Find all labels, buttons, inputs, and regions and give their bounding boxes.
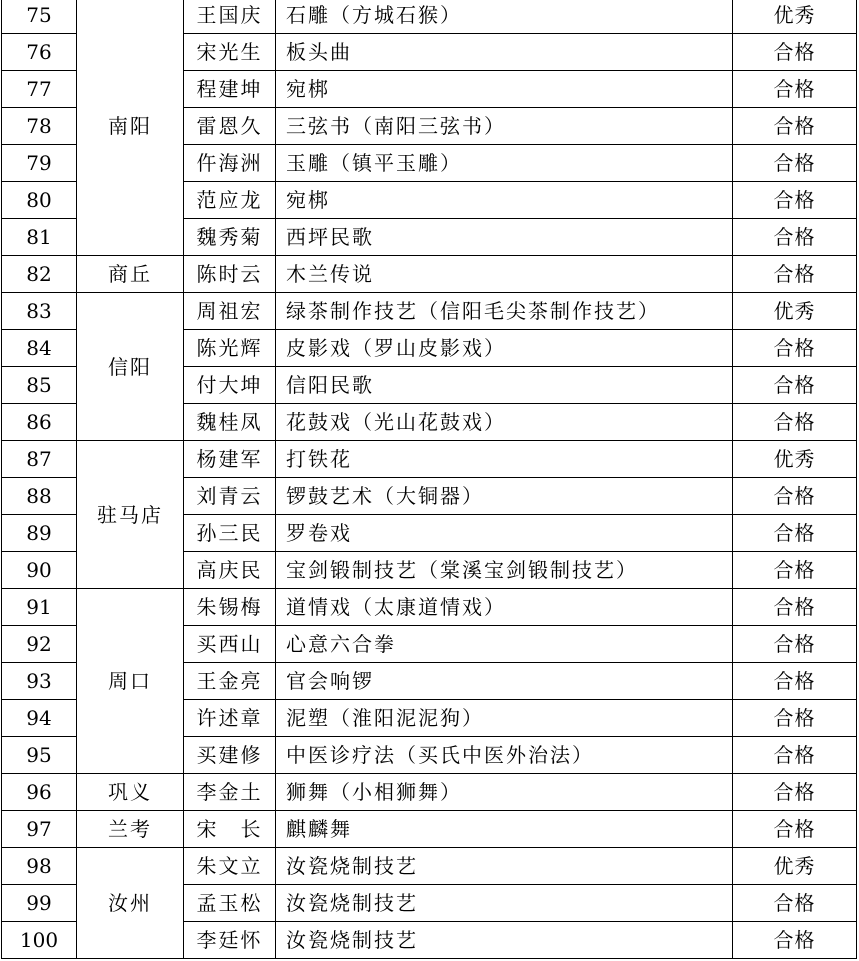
- city-cell: 信阳: [77, 293, 184, 441]
- project-name: 官会响锣: [276, 663, 733, 700]
- inheritor-name: 买西山: [184, 626, 276, 663]
- table-row: [2, 0, 857, 34]
- row-number: 98: [2, 848, 77, 885]
- inheritor-name: 孙三民: [184, 515, 276, 552]
- project-name: 玉雕（镇平玉雕）: [276, 145, 733, 182]
- evaluation-grade: 合格: [733, 182, 857, 219]
- table-row: [2, 774, 857, 811]
- table-row: [2, 848, 857, 885]
- project-name: 汝瓷烧制技艺: [276, 922, 733, 959]
- inheritor-table: [1, 0, 857, 959]
- evaluation-grade: 优秀: [733, 441, 857, 478]
- table-row: [2, 441, 857, 478]
- inheritor-name: 周祖宏: [184, 293, 276, 330]
- project-name: 信阳民歌: [276, 367, 733, 404]
- row-number: 76: [2, 34, 77, 71]
- table-row: [2, 293, 857, 330]
- project-name: 宛梆: [276, 182, 733, 219]
- project-name: 罗卷戏: [276, 515, 733, 552]
- project-name: 麒麟舞: [276, 811, 733, 848]
- project-name: 汝瓷烧制技艺: [276, 885, 733, 922]
- inheritor-name: 付大坤: [184, 367, 276, 404]
- row-number: 85: [2, 367, 77, 404]
- project-name: 皮影戏（罗山皮影戏）: [276, 330, 733, 367]
- project-name: 板头曲: [276, 34, 733, 71]
- inheritor-name: 王国庆: [184, 0, 276, 34]
- inheritor-name: 雷恩久: [184, 108, 276, 145]
- inheritor-name: 王金亮: [184, 663, 276, 700]
- city-cell: 驻马店: [77, 441, 184, 589]
- project-name: 汝瓷烧制技艺: [276, 848, 733, 885]
- inheritor-name: 李金土: [184, 774, 276, 811]
- evaluation-grade: 优秀: [733, 0, 857, 34]
- row-number: 88: [2, 478, 77, 515]
- inheritor-name: 高庆民: [184, 552, 276, 589]
- row-number: 99: [2, 885, 77, 922]
- row-number: 84: [2, 330, 77, 367]
- inheritor-name: 陈光辉: [184, 330, 276, 367]
- table-row: [2, 589, 857, 626]
- project-name: 木兰传说: [276, 256, 733, 293]
- evaluation-grade: 合格: [733, 515, 857, 552]
- project-name: 石雕（方城石猴）: [276, 0, 733, 34]
- evaluation-grade: 合格: [733, 700, 857, 737]
- project-name: 打铁花: [276, 441, 733, 478]
- row-number: 93: [2, 663, 77, 700]
- inheritor-name: 刘青云: [184, 478, 276, 515]
- project-name: 宝剑锻制技艺（棠溪宝剑锻制技艺）: [276, 552, 733, 589]
- project-name: 西坪民歌: [276, 219, 733, 256]
- project-name: 中医诊疗法（买氏中医外治法）: [276, 737, 733, 774]
- evaluation-grade: 合格: [733, 885, 857, 922]
- row-number: 95: [2, 737, 77, 774]
- row-number: 83: [2, 293, 77, 330]
- row-number: 81: [2, 219, 77, 256]
- row-number: 100: [2, 922, 77, 959]
- row-number: 75: [2, 0, 77, 34]
- evaluation-grade: 合格: [733, 737, 857, 774]
- evaluation-grade: 合格: [733, 404, 857, 441]
- evaluation-grade: 合格: [733, 219, 857, 256]
- city-cell: 南阳: [77, 0, 184, 256]
- project-name: 锣鼓艺术（大铜器）: [276, 478, 733, 515]
- row-number: 80: [2, 182, 77, 219]
- project-name: 花鼓戏（光山花鼓戏）: [276, 404, 733, 441]
- row-number: 90: [2, 552, 77, 589]
- evaluation-grade: 合格: [733, 552, 857, 589]
- inheritor-name: 魏秀菊: [184, 219, 276, 256]
- inheritor-name: 宋光生: [184, 34, 276, 71]
- inheritor-name: 朱锡梅: [184, 589, 276, 626]
- row-number: 96: [2, 774, 77, 811]
- evaluation-grade: 合格: [733, 367, 857, 404]
- inheritor-name: 买建修: [184, 737, 276, 774]
- row-number: 82: [2, 256, 77, 293]
- row-number: 91: [2, 589, 77, 626]
- evaluation-grade: 合格: [733, 478, 857, 515]
- city-cell: 汝州: [77, 848, 184, 959]
- table-row: [2, 811, 857, 848]
- inheritor-name: 魏桂凤: [184, 404, 276, 441]
- inheritor-name: 李廷怀: [184, 922, 276, 959]
- evaluation-grade: 合格: [733, 922, 857, 959]
- city-cell: 兰考: [77, 811, 184, 848]
- evaluation-grade: 优秀: [733, 293, 857, 330]
- city-cell: 巩义: [77, 774, 184, 811]
- evaluation-grade: 合格: [733, 811, 857, 848]
- inheritor-name: 许述章: [184, 700, 276, 737]
- row-number: 94: [2, 700, 77, 737]
- project-name: 三弦书（南阳三弦书）: [276, 108, 733, 145]
- inheritor-name: 杨建军: [184, 441, 276, 478]
- evaluation-grade: 合格: [733, 663, 857, 700]
- evaluation-grade: 优秀: [733, 848, 857, 885]
- row-number: 78: [2, 108, 77, 145]
- project-name: 宛梆: [276, 71, 733, 108]
- inheritor-name: 孟玉松: [184, 885, 276, 922]
- project-name: 心意六合拳: [276, 626, 733, 663]
- row-number: 77: [2, 71, 77, 108]
- project-name: 泥塑（淮阳泥泥狗）: [276, 700, 733, 737]
- row-number: 87: [2, 441, 77, 478]
- inheritor-name: 宋 长: [184, 811, 276, 848]
- row-number: 97: [2, 811, 77, 848]
- row-number: 79: [2, 145, 77, 182]
- project-name: 道情戏（太康道情戏）: [276, 589, 733, 626]
- evaluation-grade: 合格: [733, 589, 857, 626]
- table-row: [2, 256, 857, 293]
- inheritor-name: 程建坤: [184, 71, 276, 108]
- evaluation-grade: 合格: [733, 108, 857, 145]
- inheritor-name: 陈时云: [184, 256, 276, 293]
- inheritor-name: 仵海洲: [184, 145, 276, 182]
- city-cell: 商丘: [77, 256, 184, 293]
- row-number: 92: [2, 626, 77, 663]
- evaluation-grade: 合格: [733, 626, 857, 663]
- evaluation-grade: 合格: [733, 774, 857, 811]
- evaluation-grade: 合格: [733, 145, 857, 182]
- project-name: 绿茶制作技艺（信阳毛尖茶制作技艺）: [276, 293, 733, 330]
- inheritor-name: 朱文立: [184, 848, 276, 885]
- row-number: 89: [2, 515, 77, 552]
- row-number: 86: [2, 404, 77, 441]
- evaluation-grade: 合格: [733, 256, 857, 293]
- evaluation-grade: 合格: [733, 71, 857, 108]
- city-cell: 周口: [77, 589, 184, 774]
- evaluation-grade: 合格: [733, 330, 857, 367]
- inheritor-name: 范应龙: [184, 182, 276, 219]
- project-name: 狮舞（小相狮舞）: [276, 774, 733, 811]
- evaluation-grade: 合格: [733, 34, 857, 71]
